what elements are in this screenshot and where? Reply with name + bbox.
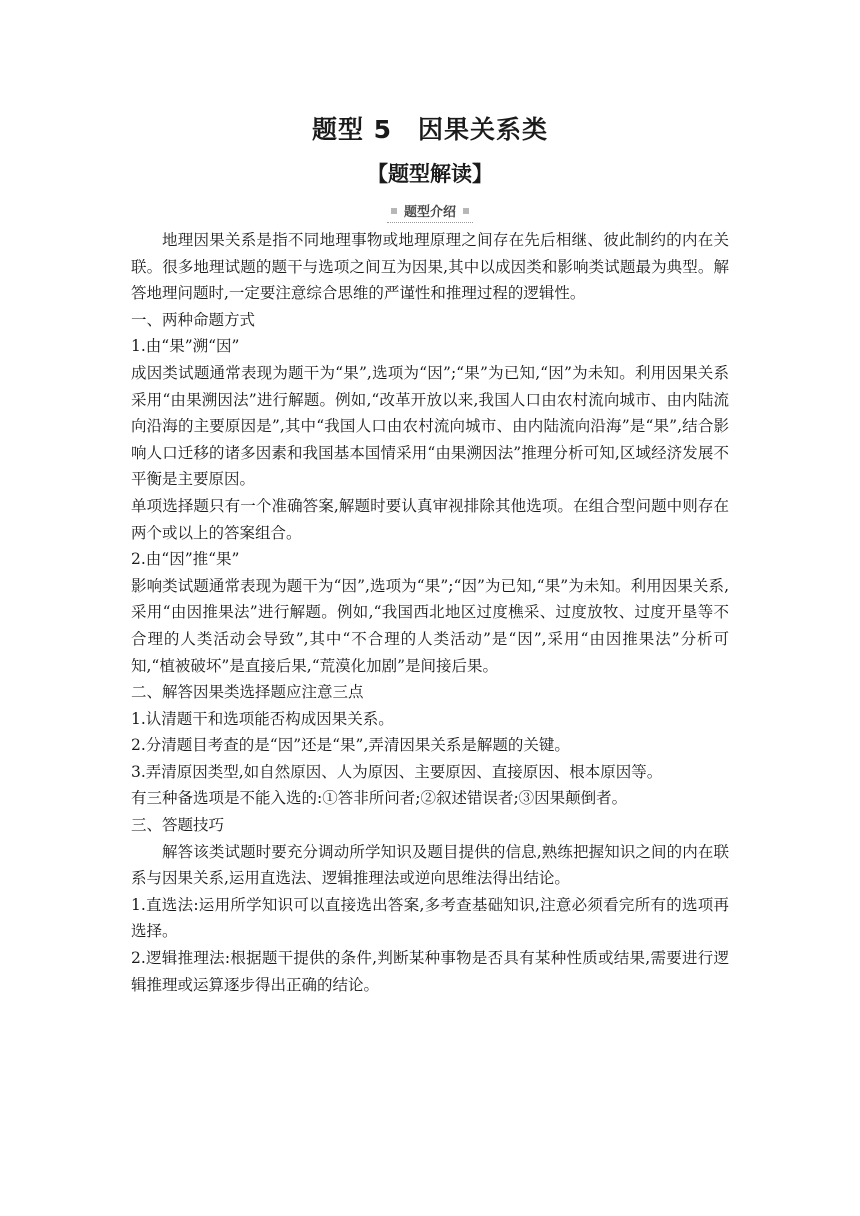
paragraph: 成因类试题通常表现为题干为“果”,选项为“因”;“果”为已知,“因”为未知。利用因果关系采用“由果溯因法”进行解题。例如,“改革开放以来,我国人口由农村流向城市、由内陆流向沿海的主要原因是”,其中“我国人口由农村流向城市、由内陆流向沿海”是“果”,结合影响人口迁移的诸多因素和我国基本国情采用“由果溯因法”推理分析可知,区域经济发展不平衡是主要原因。 [131, 363, 729, 489]
section-tag-wrapper [0, 201, 860, 223]
list-item: 1.认清题干和选项能否构成因果关系。 [131, 709, 394, 728]
subheading-1: 1.由“果”溯“因” [131, 337, 240, 356]
intro-paragraph: 地理因果关系是指不同地理事物或地理原理之间存在先后相继、彼此制约的内在关联。很多地理试题的题干与选项之间互为因果,其中以成因类和影响类试题最为典型。解答地理问题时,一定要注意综合思维的严谨性和推理过程的逻辑性。 [131, 231, 729, 303]
section-heading-2: 二、解答因果类选择题应注意三点 [131, 683, 364, 702]
square-bullet-icon [391, 208, 397, 214]
section-heading: 【题型解读】 [367, 162, 493, 186]
section-tag [387, 201, 473, 223]
section-tag-label: 题型介绍 [403, 205, 456, 220]
paragraph: 有三种备选项是不能入选的:①答非所问者;②叙述错误者;③因果颠倒者。 [131, 789, 628, 808]
body-text [131, 227, 729, 998]
section-heading-1: 一、两种命题方式 [131, 310, 256, 329]
list-item: 3.弄清原因类型,如自然原因、人为原因、主要原因、直接原因、根本原因等。 [131, 762, 663, 781]
square-bullet-icon [463, 208, 469, 214]
paragraph: 解答该类试题时要充分调动所学知识及题目提供的信息,熟练把握知识之间的内在联系与因果关系,运用直选法、逻辑推理法或逆向思维法得出结论。 [131, 842, 729, 888]
page-title: 题型 5 因果关系类 [311, 115, 549, 144]
list-item: 2.分清题目考查的是“因”还是“果”,弄清因果关系是解题的关键。 [131, 736, 570, 755]
paragraph: 影响类试题通常表现为题干为“因”,选项为“果”;“因”为已知,“果”为未知。利用因果关系,采用“由因推果法”进行解题。例如,“我国西北地区过度樵采、过度放牧、过度开垦等不合理的人类活动会导致”,其中“不合理的人类活动”是“因”,采用“由因推果法”分析可知,“植被破坏”是直接后果,“荒漠化加剧”是间接后果。 [131, 576, 729, 675]
section-heading-3: 三、答题技巧 [131, 816, 225, 835]
list-item: 2.逻辑推理法:根据题干提供的条件,判断某种事物是否具有某种性质或结果,需要进行逻辑推理或运算逐步得出正确的结论。 [131, 949, 729, 994]
subheading-2: 2.由“因”推“果” [131, 550, 240, 569]
paragraph: 单项选择题只有一个准确答案,解题时要认真审视排除其他选项。在组合型问题中则存在两个或以上的答案组合。 [131, 496, 729, 542]
list-item: 1.直选法:运用所学知识可以直接选出答案,多考查基础知识,注意必须看完所有的选项再选择。 [131, 895, 729, 941]
